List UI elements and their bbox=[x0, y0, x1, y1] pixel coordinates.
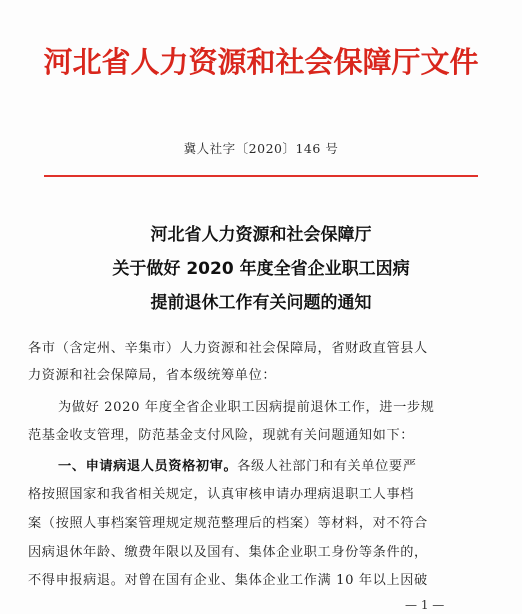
body-line-9: 不得申报病退。对曾在国有企业、集体企业工作满 10 年以上因破 bbox=[28, 573, 428, 588]
body-line-2: 力资源和社会保障局，省本级统筹单位： bbox=[28, 368, 277, 383]
document-header-title: 河北省人力资源和社会保障厅文件 bbox=[43, 45, 479, 79]
notice-title-line-1: 河北省人力资源和社会保障厅 bbox=[150, 225, 372, 245]
notice-title-line-3: 提前退休工作有关问题的通知 bbox=[150, 293, 372, 313]
document-number: 冀人社字〔2020〕146 号 bbox=[183, 141, 339, 156]
section-heading-1: 一、申请病退人员资格初审。 bbox=[58, 459, 238, 474]
body-line-5 bbox=[58, 455, 522, 474]
body-line-5-rest: 各级人社部门和有关单位要严 bbox=[237, 459, 417, 474]
body-line-7: 案（按照人事档案管理规定规范整理后的档案）等材料，对不符合 bbox=[28, 516, 428, 531]
body-line-4: 范基金收支管理，防范基金支付风险，现就有关问题通知如下： bbox=[28, 428, 415, 443]
page-number: — 1 — bbox=[405, 598, 445, 612]
red-divider-line bbox=[44, 175, 478, 177]
body-line-3: 为做好 2020 年度全省企业职工因病提前退休工作，进一步规 bbox=[58, 400, 435, 415]
body-line-8: 因病退休年龄、缴费年限以及国有、集体企业职工身份等条件的， bbox=[28, 545, 428, 560]
body-line-6: 格按照国家和我省相关规定，认真审核申请办理病退职工人事档 bbox=[28, 487, 415, 502]
notice-title-line-2: 关于做好 2020 年度全省企业职工因病 bbox=[112, 259, 410, 279]
body-line-1: 各市（含定州、辛集市）人力资源和社会保障局，省财政直管县人 bbox=[28, 341, 428, 356]
